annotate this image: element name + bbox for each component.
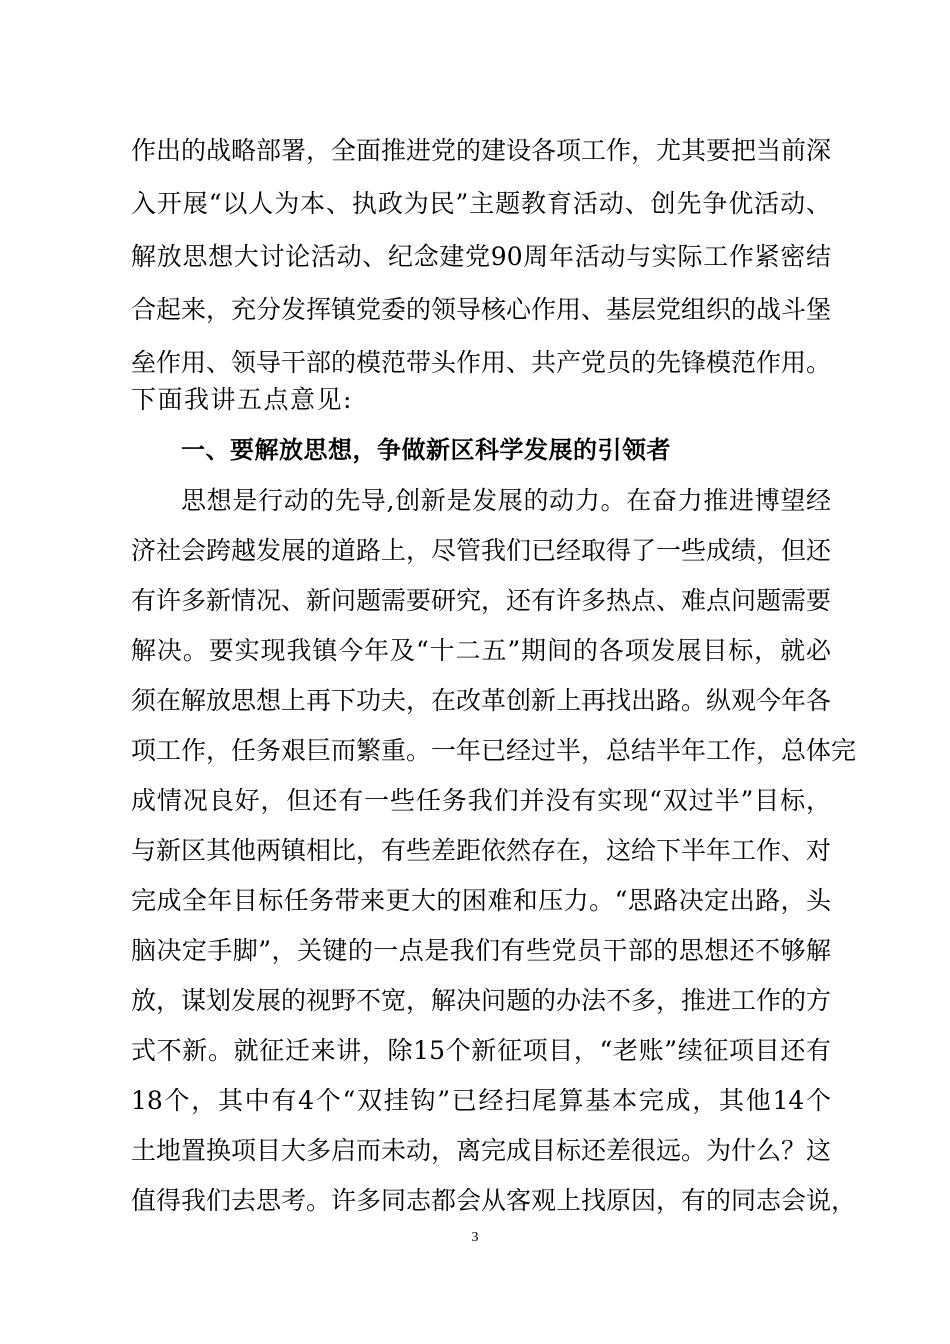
paragraph-line: 与新区其他两镇相比，有些差距依然存在，这给下半年工作、对 [131,836,832,865]
paragraph-line: 成情况良好，但还有一些任务我们并没有实现“双过半”目标， [131,786,831,815]
paragraph-line: 济社会跨越发展的道路上，尽管我们已经取得了一些成绩，但还 [131,536,832,565]
paragraph-line: 放，谋划发展的视野不宽，解决问题的办法不多，推进工作的方 [131,986,832,1015]
section-heading: 一、要解放思想，争做新区科学发展的引领者 [181,436,671,464]
paragraph-line: 完成全年目标任务带来更大的困难和压力。“思路决定出路，头 [131,886,831,915]
paragraph-line: 须在解放思想上再下功夫，在改革创新上再找出路。纵观今年各 [131,686,832,715]
paragraph-line: 值得我们去思考。许多同志都会从客观上找原因，有的同志会说， [131,1186,857,1215]
paragraph-line: 作出的战略部署，全面推进党的建设各项工作，尤其要把当前深 [131,136,832,165]
paragraph-line: 垒作用、领导干部的模范带头作用、共产党员的先锋模范作用。 [131,348,832,377]
paragraph-line: 式不新。就征迁来讲，除15个新征项目，“老账”续征项目还有 [131,1036,831,1065]
paragraph-line: 土地置换项目大多启而未动，离完成目标还差很远。为什么？这 [131,1136,832,1165]
paragraph-line: 入开展“以人为本、执政为民”主题教育活动、创先争优活动、 [131,189,831,218]
paragraph-line: 下面我讲五点意见: [131,385,353,414]
paragraph-line: 18个，其中有4个“双挂钩”已经扫尾算基本完成，其他14个 [131,1086,831,1115]
paragraph-line: 项工作，任务艰巨而繁重。一年已经过半，总结半年工作，总体完 [131,736,857,765]
paragraph-line: 思想是行动的先导,创新是发展的动力。在奋力推进博望经 [181,486,831,515]
paragraph-line: 有许多新情况、新问题需要研究，还有许多热点、难点问题需要 [131,586,832,615]
paragraph-line: 脑决定手脚”，关键的一点是我们有些党员干部的思想还不够解 [131,936,831,965]
paragraph-line: 合起来，充分发挥镇党委的领导核心作用、基层党组织的战斗堡 [131,295,832,324]
page-number: 3 [471,1230,479,1245]
paragraph-line: 解放思想大讨论活动、纪念建党90周年活动与实际工作紧密结 [131,242,831,271]
paragraph-line: 解决。要实现我镇今年及“十二五”期间的各项发展目标，就必 [131,636,831,665]
